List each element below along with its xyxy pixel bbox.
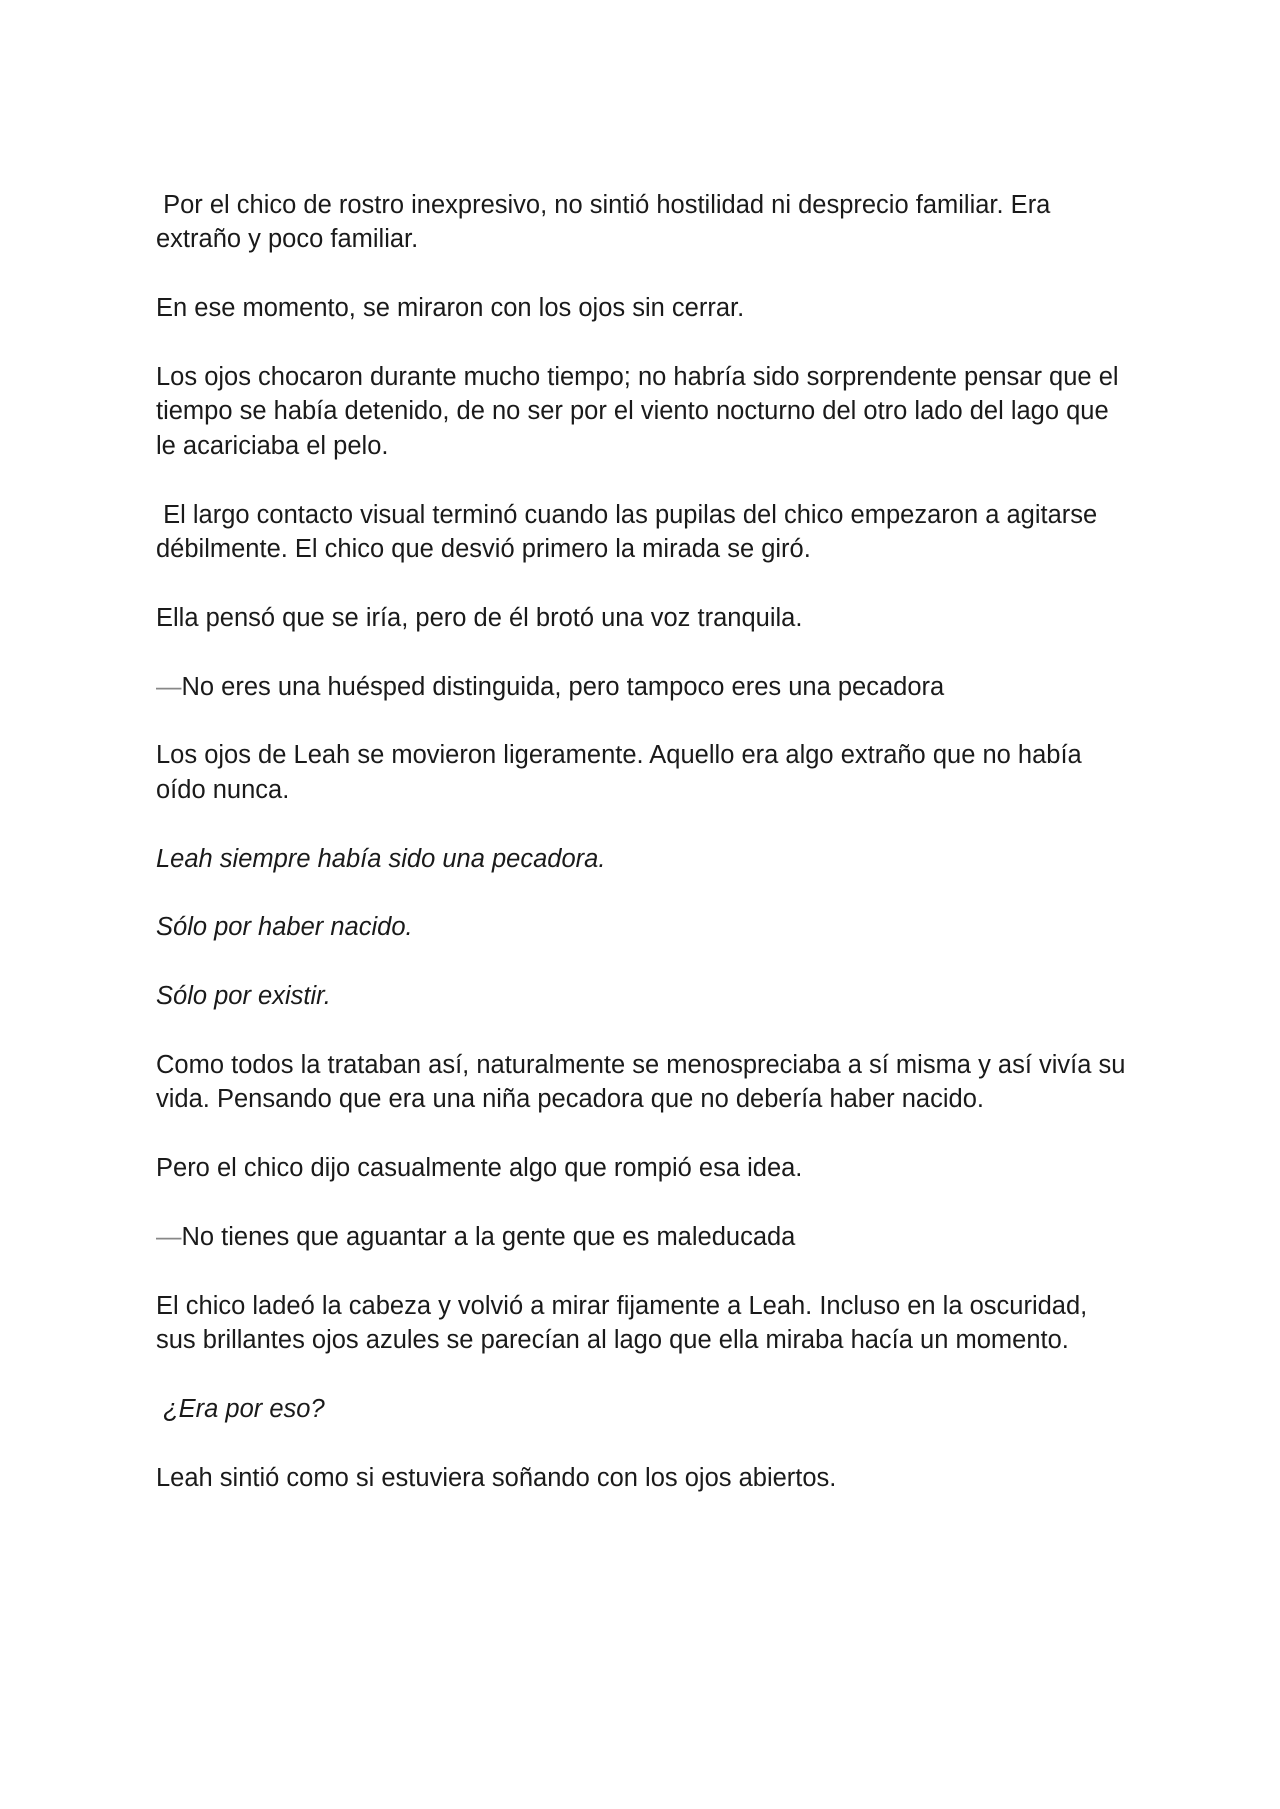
italic-line-1	[156, 842, 1126, 876]
paragraph-2-text: En ese momento, se miraron con los ojos sin cerrar.	[156, 294, 745, 323]
paragraph-4-text: El largo contacto visual terminó cuando las pupilas del chico empezaron a agitarse débilmente. El chico que desvió primero la mirada se giró.	[156, 500, 1105, 564]
italic-line-2	[156, 910, 1126, 944]
italic-line-2-text: Sólo por haber nacido.	[156, 913, 413, 942]
paragraph-5-text: Ella pensó que se iría, pero de él brotó una voz tranquila.	[156, 603, 803, 632]
paragraph-3	[156, 360, 1126, 463]
italic-line-1-text: Leah siempre había sido una pecadora.	[156, 844, 606, 873]
document-body	[156, 188, 1126, 1530]
dialogue-dash: —	[156, 672, 182, 701]
paragraph-1-text: Por el chico de rostro inexpresivo, no sintió hostilidad ni desprecio familiar. Era extraño y poco familiar.	[156, 191, 1058, 254]
italic-line-3-text: Sólo por existir.	[156, 982, 331, 1011]
paragraph-12-text: Pero el chico dijo casualmente algo que rompió esa idea.	[156, 1154, 803, 1183]
dialogue-1	[156, 670, 1126, 704]
paragraph-16	[156, 1461, 1126, 1495]
italic-question	[156, 1392, 1126, 1426]
dialogue-dash: —	[156, 1223, 182, 1251]
paragraph-7	[156, 738, 1126, 807]
paragraph-2	[156, 291, 1126, 325]
paragraph-1	[156, 188, 1126, 257]
italic-question-text: ¿Era por eso?	[156, 1395, 325, 1423]
dialogue-2-text: No tienes que aguantar a la gente que es maleducada	[181, 1223, 796, 1251]
paragraph-11	[156, 1048, 1126, 1117]
paragraph-5	[156, 601, 1126, 635]
paragraph-14	[156, 1289, 1126, 1358]
paragraph-3-text: Los ojos chocaron durante mucho tiempo; no habría sido sorprendente pensar que el tiempo se había detenido, de no ser por el viento nocturno del otro lado del lago que le acariciaba el pelo.	[156, 363, 1119, 460]
paragraph-7-text: Los ojos de Leah se movieron ligeramente. Aquello era algo extraño que no había oído nunca.	[156, 741, 1082, 804]
italic-line-3	[156, 979, 1126, 1013]
paragraph-4	[156, 498, 1126, 567]
paragraph-11-text: Como todos la trataban así, naturalmente se menospreciaba a sí misma y así vivía su vida. Pensando que era una niña pecadora que no debería haber nacido.	[156, 1051, 1126, 1114]
paragraph-16-text: Leah sintió como si estuviera soñando con los ojos abiertos.	[156, 1463, 837, 1492]
paragraph-12	[156, 1151, 1126, 1185]
dialogue-1-text: No eres una huésped distinguida, pero tampoco eres una pecadora	[181, 672, 945, 701]
dialogue-2	[156, 1220, 1126, 1254]
paragraph-14-text: El chico ladeó la cabeza y volvió a mirar fijamente a Leah. Incluso en la oscuridad, sus brillantes ojos azules se parecían al lago que ella miraba hacía un momento.	[156, 1291, 1088, 1355]
